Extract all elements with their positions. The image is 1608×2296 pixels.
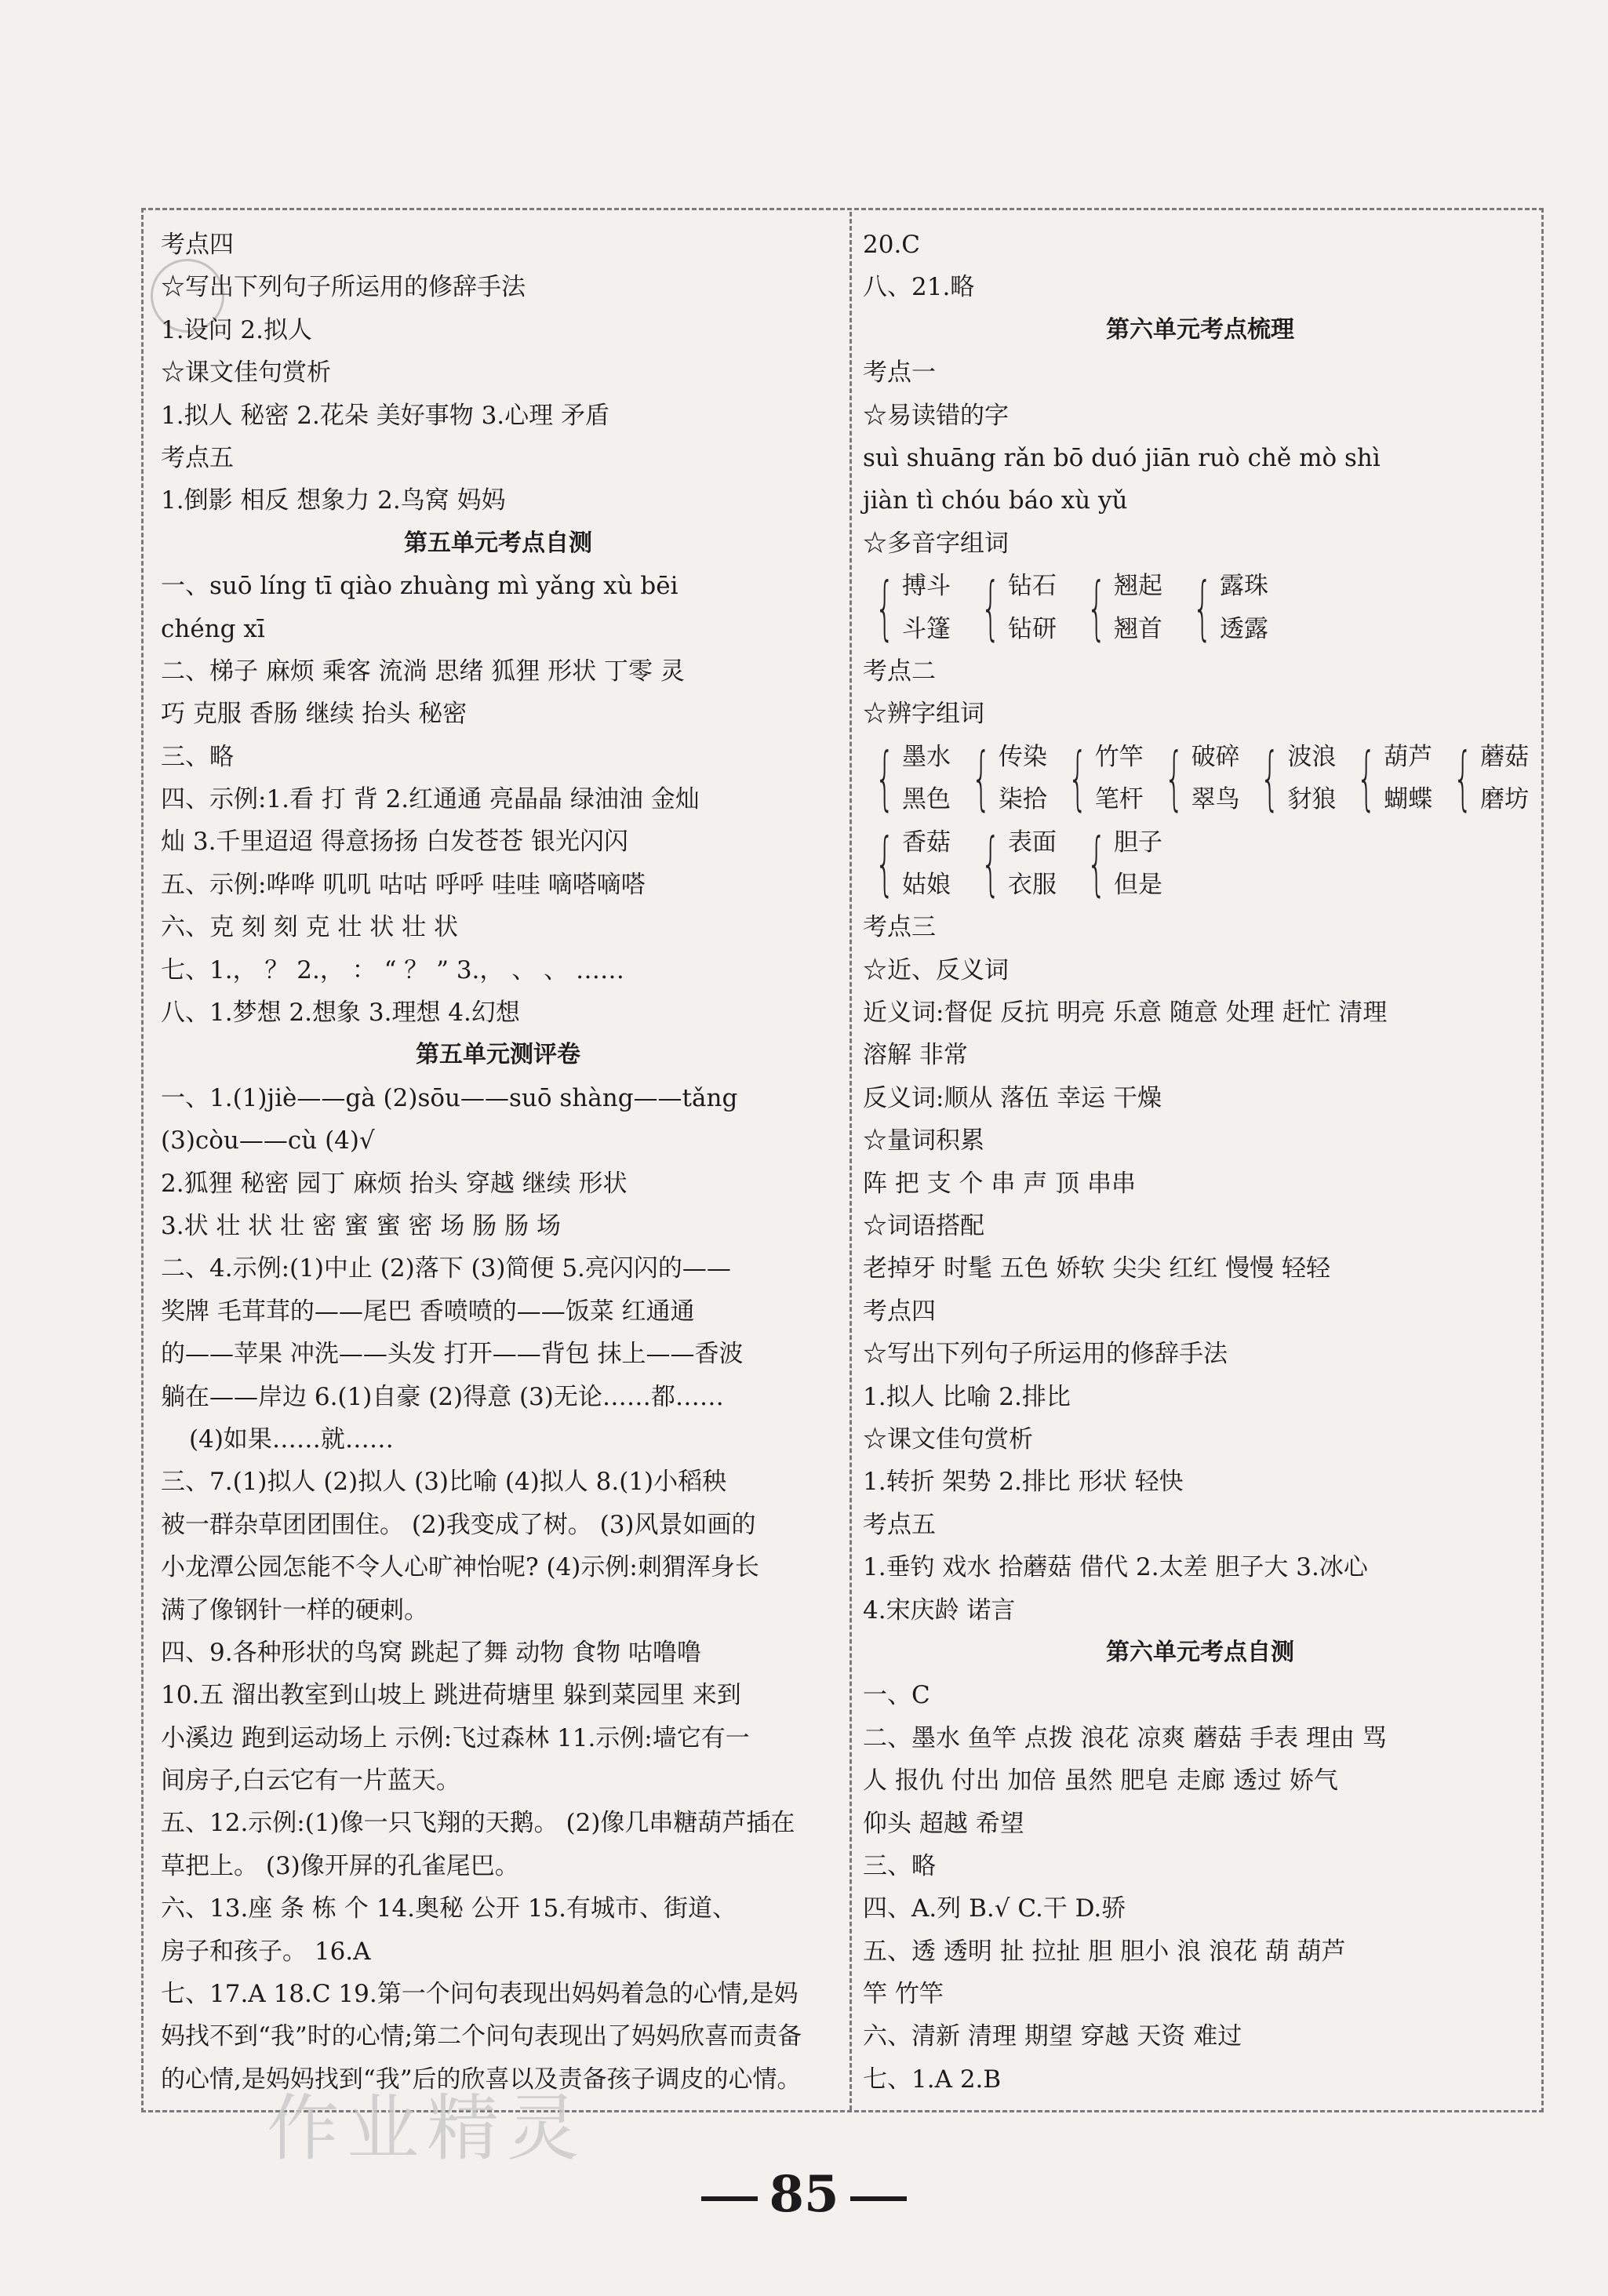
section-heading: 第五单元考点自测 bbox=[404, 529, 592, 557]
brace-icon: { bbox=[980, 822, 1001, 904]
answer-line: 五、示例:哗哗 叽叽 咕咕 呼呼 哇哇 嘀嗒嘀嗒 bbox=[161, 870, 646, 899]
word-pair-group bbox=[1441, 736, 1537, 821]
answer-line: (4)如果……就…… bbox=[189, 1425, 394, 1454]
answer-line: 六、清新 清理 期望 穿越 天资 难过 bbox=[863, 2022, 1242, 2051]
answer-line: 考点四 bbox=[161, 231, 234, 259]
word-pair-item: 钻石 bbox=[1008, 572, 1057, 601]
answer-line: 近义词:督促 反抗 明亮 乐意 随意 处理 赶忙 清理 bbox=[863, 999, 1388, 1028]
word-pair-item: 胆子 bbox=[1114, 828, 1162, 857]
brace-icon: { bbox=[1192, 566, 1213, 648]
word-pair-group bbox=[863, 821, 969, 907]
word-pair-item: 翘首 bbox=[1114, 614, 1162, 643]
brace-icon: { bbox=[1068, 737, 1088, 819]
brace-icon: { bbox=[875, 737, 895, 819]
word-pair-group bbox=[959, 736, 1056, 821]
answer-line: 1.拟人 比喻 2.排比 bbox=[863, 1382, 1071, 1411]
word-pair-item: 姑娘 bbox=[902, 870, 951, 899]
answer-line: chéng xī bbox=[161, 614, 265, 643]
word-pair-item: 竹竿 bbox=[1094, 742, 1144, 771]
page-number-text: 85 bbox=[769, 2165, 839, 2224]
word-pair-item: 但是 bbox=[1114, 870, 1162, 899]
answer-line: 妈找不到“我”时的心情;第二个问句表现出了妈妈欣喜而责备 bbox=[161, 2022, 802, 2051]
answer-line: 四、9.各种形状的鸟窝 跳起了舞 动物 食物 咕噜噜 bbox=[161, 1638, 701, 1667]
answer-line: 八、1.梦想 2.想象 3.理想 4.幻想 bbox=[161, 999, 520, 1028]
answer-line: ☆易读错的字 bbox=[863, 401, 1009, 430]
answer-line: 的心情,是妈妈找到“我”后的欣喜以及责备孩子调皮的心情。 bbox=[161, 2065, 802, 2094]
section-heading: 第六单元考点自测 bbox=[1106, 1638, 1294, 1666]
word-pair-group bbox=[1248, 736, 1344, 821]
word-pair-item: 斗篷 bbox=[902, 614, 951, 643]
word-pair-item: 波浪 bbox=[1287, 742, 1337, 771]
brace-icon: { bbox=[1086, 566, 1107, 648]
left-column bbox=[161, 224, 835, 2101]
answer-line: 三、7.(1)拟人 (2)拟人 (3)比喻 (4)拟人 8.(1)小稻秧 bbox=[161, 1468, 727, 1497]
word-pair-group bbox=[1152, 736, 1249, 821]
answer-line: ☆多音字组词 bbox=[863, 529, 1009, 558]
word-pair-group bbox=[1181, 565, 1286, 650]
answer-line: 3.状 壮 状 壮 密 蜜 蜜 密 场 肠 肠 场 bbox=[161, 1211, 561, 1240]
answer-line: 1.转折 架势 2.排比 形状 轻快 bbox=[863, 1468, 1184, 1497]
answer-line: 间房子,白云它有一片蓝天。 bbox=[161, 1767, 460, 1796]
brace-icon: { bbox=[971, 737, 991, 819]
brace-icon: { bbox=[1356, 737, 1377, 819]
answer-line: ☆写出下列句子所运用的修辞手法 bbox=[161, 273, 526, 302]
answer-line: 溶解 非常 bbox=[863, 1041, 968, 1070]
word-pair-item: 翘起 bbox=[1114, 572, 1162, 601]
answer-line: 人 报仇 付出 加倍 虽然 肥皂 走廊 透过 娇气 bbox=[863, 1767, 1338, 1796]
answer-line: 五、透 透明 扯 拉扯 胆 胆小 浪 浪花 葫 葫芦 bbox=[863, 1937, 1346, 1966]
answer-line: 二、梯子 麻烦 乘客 流淌 思绪 狐狸 形状 丁零 灵 bbox=[161, 657, 685, 686]
word-pair-group bbox=[863, 565, 969, 650]
answer-line: 灿 3.千里迢迢 得意扬扬 白发苍苍 银光闪闪 bbox=[161, 828, 628, 857]
answer-line: 房子和孩子。 16.A bbox=[161, 1937, 371, 1966]
answer-line: 1.设问 2.拟人 bbox=[161, 315, 313, 344]
word-pair-group bbox=[969, 565, 1075, 650]
word-pair-item: 表面 bbox=[1008, 828, 1057, 857]
answer-line: 考点二 bbox=[863, 657, 936, 686]
answer-line: suì shuāng rǎn bō duó jiān ruò chě mò shì bbox=[863, 443, 1381, 472]
answer-line: ☆量词积累 bbox=[863, 1126, 984, 1155]
brace-icon: { bbox=[1086, 822, 1107, 904]
word-pair-item: 墨水 bbox=[902, 742, 951, 771]
word-pair-item: 搏斗 bbox=[902, 572, 951, 601]
brace-icon: { bbox=[1163, 737, 1184, 819]
polyphone-groups bbox=[863, 565, 1537, 650]
answer-line: 反义词:顺从 落伍 幸运 干燥 bbox=[863, 1083, 1162, 1112]
word-pair-item: 翠鸟 bbox=[1191, 785, 1240, 814]
word-pair-item: 柒拾 bbox=[998, 785, 1047, 814]
answer-line: 四、示例:1.看 打 背 2.红通通 亮晶晶 绿油油 金灿 bbox=[161, 785, 700, 814]
answer-line: 考点五 bbox=[161, 443, 234, 472]
answer-line: 阵 把 支 个 串 声 顶 串串 bbox=[863, 1169, 1136, 1198]
answer-line: 小溪边 跑到运动场上 示例:飞过森林 11.示例:墙它有一 bbox=[161, 1723, 750, 1752]
answer-line: 七、17.A 18.C 19.第一个问句表现出妈妈着急的心情,是妈 bbox=[161, 1980, 799, 2009]
answer-line: 考点四 bbox=[863, 1297, 936, 1326]
answer-line: 一、1.(1)jiè——gà (2)sōu——suō shàng——tǎng bbox=[161, 1083, 738, 1112]
word-pair-group bbox=[969, 821, 1075, 907]
answer-line: 巧 克服 香肠 继续 抬头 秘密 bbox=[161, 700, 467, 729]
answer-line: (3)còu——cù (4)√ bbox=[161, 1126, 375, 1155]
answer-line: 奖牌 毛茸茸的——尾巴 香喷喷的——饭菜 红通通 bbox=[161, 1297, 695, 1326]
right-column bbox=[863, 224, 1537, 2101]
answer-line: ☆课文佳句赏析 bbox=[863, 1425, 1033, 1454]
answer-line: 1.倒影 相反 想象力 2.鸟窝 妈妈 bbox=[161, 486, 506, 515]
column-divider bbox=[849, 212, 852, 2110]
answer-line: ☆近、反义词 bbox=[863, 955, 1009, 984]
answer-line: ☆词语搭配 bbox=[863, 1212, 984, 1241]
answer-line: 考点五 bbox=[863, 1510, 936, 1539]
answer-line: 老掉牙 时髦 五色 娇软 尖尖 红红 慢慢 轻轻 bbox=[863, 1254, 1330, 1283]
brace-icon: { bbox=[980, 566, 1001, 648]
word-pair-item: 笔杆 bbox=[1094, 785, 1144, 814]
answer-line: 七、1.， ？ 2.， ： “ ？ ” 3.， 、 、 …… bbox=[161, 955, 624, 984]
answer-line: 2.狐狸 秘密 园丁 麻烦 抬头 穿越 继续 形状 bbox=[161, 1169, 628, 1198]
answer-line: 八、21.略 bbox=[863, 273, 975, 302]
word-pair-item: 葫芦 bbox=[1384, 742, 1433, 771]
word-pair-item: 衣服 bbox=[1008, 870, 1057, 899]
answer-line: jiàn tì chóu báo xù yǔ bbox=[863, 486, 1128, 515]
brace-icon: { bbox=[1453, 737, 1473, 819]
answer-line: 草把上。 (3)像开屏的孔雀尾巴。 bbox=[161, 1851, 519, 1880]
answer-line: 一、C bbox=[863, 1681, 930, 1710]
answer-line: 仰头 超越 希望 bbox=[863, 1809, 1024, 1838]
distinguish-groups-row-2 bbox=[863, 821, 1537, 907]
brace-icon: { bbox=[1260, 737, 1281, 819]
section-heading: 第五单元测评卷 bbox=[416, 1041, 580, 1069]
answer-line: 二、4.示例:(1)中止 (2)落下 (3)简便 5.亮闪闪的—— bbox=[161, 1254, 731, 1283]
answer-line: 躺在——岸边 6.(1)自豪 (2)得意 (3)无论……都…… bbox=[161, 1382, 724, 1411]
answer-line: 三、略 bbox=[863, 1851, 936, 1880]
answer-line: 小龙潭公园怎能不令人心旷神怡呢? (4)示例:刺猬浑身长 bbox=[161, 1553, 759, 1582]
answer-line: 的——苹果 冲洗——头发 打开——背包 抹上——香波 bbox=[161, 1340, 744, 1369]
word-pair-item: 露珠 bbox=[1220, 572, 1268, 601]
answer-line: 20.C bbox=[863, 231, 921, 259]
word-pair-item: 钻研 bbox=[1008, 614, 1057, 643]
answer-line: ☆辨字组词 bbox=[863, 700, 984, 729]
word-pair-group bbox=[1075, 565, 1181, 650]
answer-line: 六、13.座 条 栋 个 14.奥秘 公开 15.有城市、街道、 bbox=[161, 1894, 737, 1923]
word-pair-item: 蘑菇 bbox=[1480, 742, 1530, 771]
answer-line: 1.垂钓 戏水 拾蘑菇 借代 2.太差 胆子大 3.冰心 bbox=[863, 1553, 1368, 1582]
word-pair-item: 破碎 bbox=[1191, 742, 1240, 771]
brace-icon: { bbox=[875, 566, 895, 648]
word-pair-item: 透露 bbox=[1220, 614, 1268, 643]
answer-line: 七、1.A 2.B bbox=[863, 2065, 1002, 2094]
answer-line: 六、克 刻 刻 克 壮 状 壮 状 bbox=[161, 913, 458, 942]
answer-line: 考点一 bbox=[863, 358, 936, 388]
distinguish-groups-row-1 bbox=[863, 736, 1537, 821]
page-number bbox=[0, 2165, 1608, 2224]
answer-line: 竿 竹竿 bbox=[863, 1980, 944, 2009]
answer-line: 被一群杂草团团围住。 (2)我变成了树。 (3)风景如画的 bbox=[161, 1510, 756, 1539]
answer-line: 一、suō líng tī qiào zhuàng mì yǎng xù bēi bbox=[161, 572, 678, 601]
answer-line: ☆课文佳句赏析 bbox=[161, 358, 331, 388]
answer-line: ☆写出下列句子所运用的修辞手法 bbox=[863, 1340, 1228, 1369]
answer-line: 10.五 溜出教室到山坡上 跳进荷塘里 躲到菜园里 来到 bbox=[161, 1681, 741, 1710]
brace-icon: { bbox=[875, 822, 895, 904]
answer-line: 二、墨水 鱼竿 点拨 浪花 凉爽 蘑菇 手表 理由 骂 bbox=[863, 1723, 1387, 1752]
watermark: 作业精灵 bbox=[267, 2087, 588, 2170]
answer-line: 1.拟人 秘密 2.花朵 美好事物 3.心理 矛盾 bbox=[161, 401, 609, 430]
answer-line: 三、略 bbox=[161, 742, 234, 771]
page-number-dash-left bbox=[701, 2196, 758, 2201]
word-pair-group bbox=[1075, 821, 1181, 907]
word-pair-item: 磨坊 bbox=[1480, 785, 1530, 814]
word-pair-item: 黑色 bbox=[902, 785, 951, 814]
word-pair-group bbox=[863, 736, 959, 821]
answer-line: 四、A.列 B.√ C.干 D.骄 bbox=[863, 1894, 1126, 1923]
answer-line: 五、12.示例:(1)像一只飞翔的天鹅。 (2)像几串糖葫芦插在 bbox=[161, 1809, 795, 1838]
answer-line: 满了像钢针一样的硬刺。 bbox=[161, 1596, 428, 1625]
word-pair-item: 蝴蝶 bbox=[1384, 785, 1433, 814]
word-pair-item: 传染 bbox=[998, 742, 1047, 771]
word-pair-item: 豺狼 bbox=[1287, 785, 1337, 814]
page-number-dash-right bbox=[850, 2196, 907, 2201]
word-pair-group bbox=[1344, 736, 1441, 821]
answer-line: 4.宋庆龄 诺言 bbox=[863, 1596, 1016, 1625]
word-pair-item: 香菇 bbox=[902, 828, 951, 857]
answer-line: 考点三 bbox=[863, 913, 936, 942]
section-heading: 第六单元考点梳理 bbox=[1106, 315, 1294, 344]
word-pair-group bbox=[1056, 736, 1152, 821]
